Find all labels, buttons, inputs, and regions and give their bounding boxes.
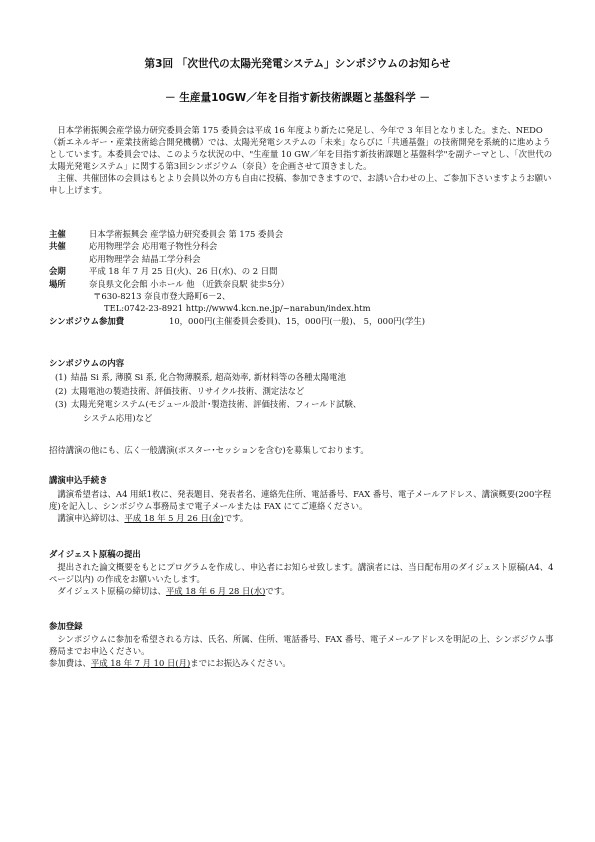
- application-body: [49, 488, 559, 524]
- period-value: 平成 18 年 7 月 25 日(火)、26 日(水)、の 2 日間: [89, 266, 278, 277]
- digest-deadline-suffix: です。: [265, 586, 290, 596]
- digest-text: 提出された論文概要をもとにプログラムを作成し、申込者にお知らせ致します。講演者には、当日配布用のダイジェスト原稿(A4、4 ページ以内) の作成をお願いいたします。: [49, 562, 554, 584]
- venue-value: 奈良県文化会館 小ホール 他 （近鉄奈良駅 徒歩5分）: [89, 278, 290, 289]
- list-item-text: 太陽光発電システム(モジュール設計･製造技術、評価技術、フィールド試験、: [71, 399, 362, 410]
- tel-url-row: [49, 302, 569, 314]
- contents-note: 招待講演の他にも、広く一般講演(ポスター･セッションを含む)を募集しております。: [49, 445, 369, 455]
- list-item-number: (1): [55, 372, 67, 382]
- cosponsor-value-1: 応用物理学会 応用電子物性分科会: [89, 241, 218, 252]
- contents-list: [55, 371, 555, 425]
- list-item: [55, 398, 555, 412]
- venue-label: 場所: [49, 278, 66, 289]
- fee-value: 10，000円(主催委員会委員)、15，000円(一般)、 5，000円(学生): [169, 315, 425, 326]
- registration-heading: 参加登録: [49, 621, 83, 631]
- intro-paragraph-2: 主催、共催団体の会員はもとより会員以外の方も自由に投稿、参加できますので、お誘い合わせの上、ご参加下さいますようお願い申し上げます。: [49, 173, 552, 195]
- contents-note-block: [49, 444, 559, 456]
- venue-tel-url: TEL:0742-23-8921 http://www4.kcn.ne.jp/~narabun/index.htm: [104, 303, 371, 314]
- digest-heading: ダイジェスト原稿の提出: [49, 549, 141, 559]
- application-deadline: [49, 512, 559, 524]
- application-deadline-date: 平成 18 年 5 月 26 日(金): [124, 513, 224, 523]
- application-heading: 講演申込手続き: [49, 475, 108, 485]
- digest-deadline: [49, 585, 559, 597]
- address-row: [49, 290, 569, 302]
- organizer-row: [49, 228, 569, 240]
- list-item-text: 結晶 Si 系, 薄膜 Si 系, 化合物薄膜系, 超高効率, 新材料等の各種太陽電池: [71, 372, 346, 382]
- document-subtitle: － 生産量10GW／年を目指す新技術課題と基盤科学 －: [165, 92, 430, 104]
- list-item: [55, 385, 555, 399]
- venue-row: [49, 278, 569, 290]
- list-item-text: システム応用)など: [83, 412, 153, 423]
- venue-address: 〒630-8213 奈良市登大路町6－2、: [93, 290, 231, 301]
- digest-body: [49, 561, 559, 597]
- registration-body: [49, 633, 559, 669]
- digest-deadline-prefix: ダイジェスト原稿の締切は、: [57, 586, 166, 596]
- application-text: 講演希望者は、A4 用紙1枚に、発表題目、発表者名、連絡先住所、電話番号、FAX 番号、電子メールアドレス、講演概要(200字程度)を記入し、シンポジウム事務局まで電子メールまたは FAX にてご連絡ください。: [49, 489, 552, 511]
- intro-section: [49, 124, 559, 196]
- period-label: 会期: [49, 266, 66, 277]
- organizer-value: 日本学術振興会 産学協力研究委員会 第 175 委員会: [89, 229, 284, 239]
- list-item-number: (2): [55, 385, 67, 396]
- registration-fee: [49, 657, 559, 669]
- fee-suffix: までにお振込みください。: [190, 658, 291, 668]
- list-item-number: (3): [55, 399, 67, 410]
- list-item-text: 太陽電池の製造技術、評価技術、リサイクル技術、測定法など: [71, 385, 305, 396]
- cosponsor-label: 共催: [49, 241, 66, 252]
- fee-prefix: 参加費は、: [49, 658, 91, 668]
- list-item: [55, 371, 555, 385]
- contents-heading: シンポジウムの内容: [49, 358, 125, 368]
- registration-text: シンポジウムに参加を希望される方は、氏名、所属、住所、電話番号、FAX 番号、電子メールアドレスを明記の上、シンポジウム事務局までお申込ください。: [49, 634, 554, 656]
- cosponsor-row-2: [49, 253, 569, 265]
- fee-label: シンポジウム参加費: [49, 315, 125, 326]
- deadline-prefix: 講演申込締切は、: [57, 513, 125, 523]
- deadline-suffix: です。: [223, 513, 249, 523]
- document-title: 第3回 「次世代の太陽光発電システム」シンポジウムのお知らせ: [144, 58, 451, 70]
- organizer-label: 主催: [49, 229, 66, 239]
- fee-deadline-date: 平成 18 年 7 月 10 日(月): [90, 658, 191, 668]
- digest-deadline-date: 平成 18 年 6 月 28 日(水): [165, 586, 266, 596]
- period-row: [49, 265, 569, 277]
- cosponsor-row: [49, 240, 569, 252]
- fee-row: [49, 315, 569, 327]
- cosponsor-value-2: 応用物理学会 結晶工学分科会: [89, 253, 201, 264]
- intro-paragraph-1: 日本学術振興会産学協力研究委員会第 175 委員会は平成 16 年度より新たに発足し、今年で 3 年目となりました。また、NEDO（新エネルギー・産業技術総合開発機構）では、太陽光発電システムの「未来」ならびに「共通基盤」の技術開発を系統的に進めようとしています。本委員会では、このような状況の中、"生産量 10 GW／年を目指す新技術課題と基盤科学"を副テーマとし、「次世代の太陽光発電システム」に関する第3回シンポジウム（奈良）を企画させて頂きました。: [49, 125, 553, 171]
- event-info: [49, 228, 569, 327]
- list-item: [55, 412, 555, 426]
